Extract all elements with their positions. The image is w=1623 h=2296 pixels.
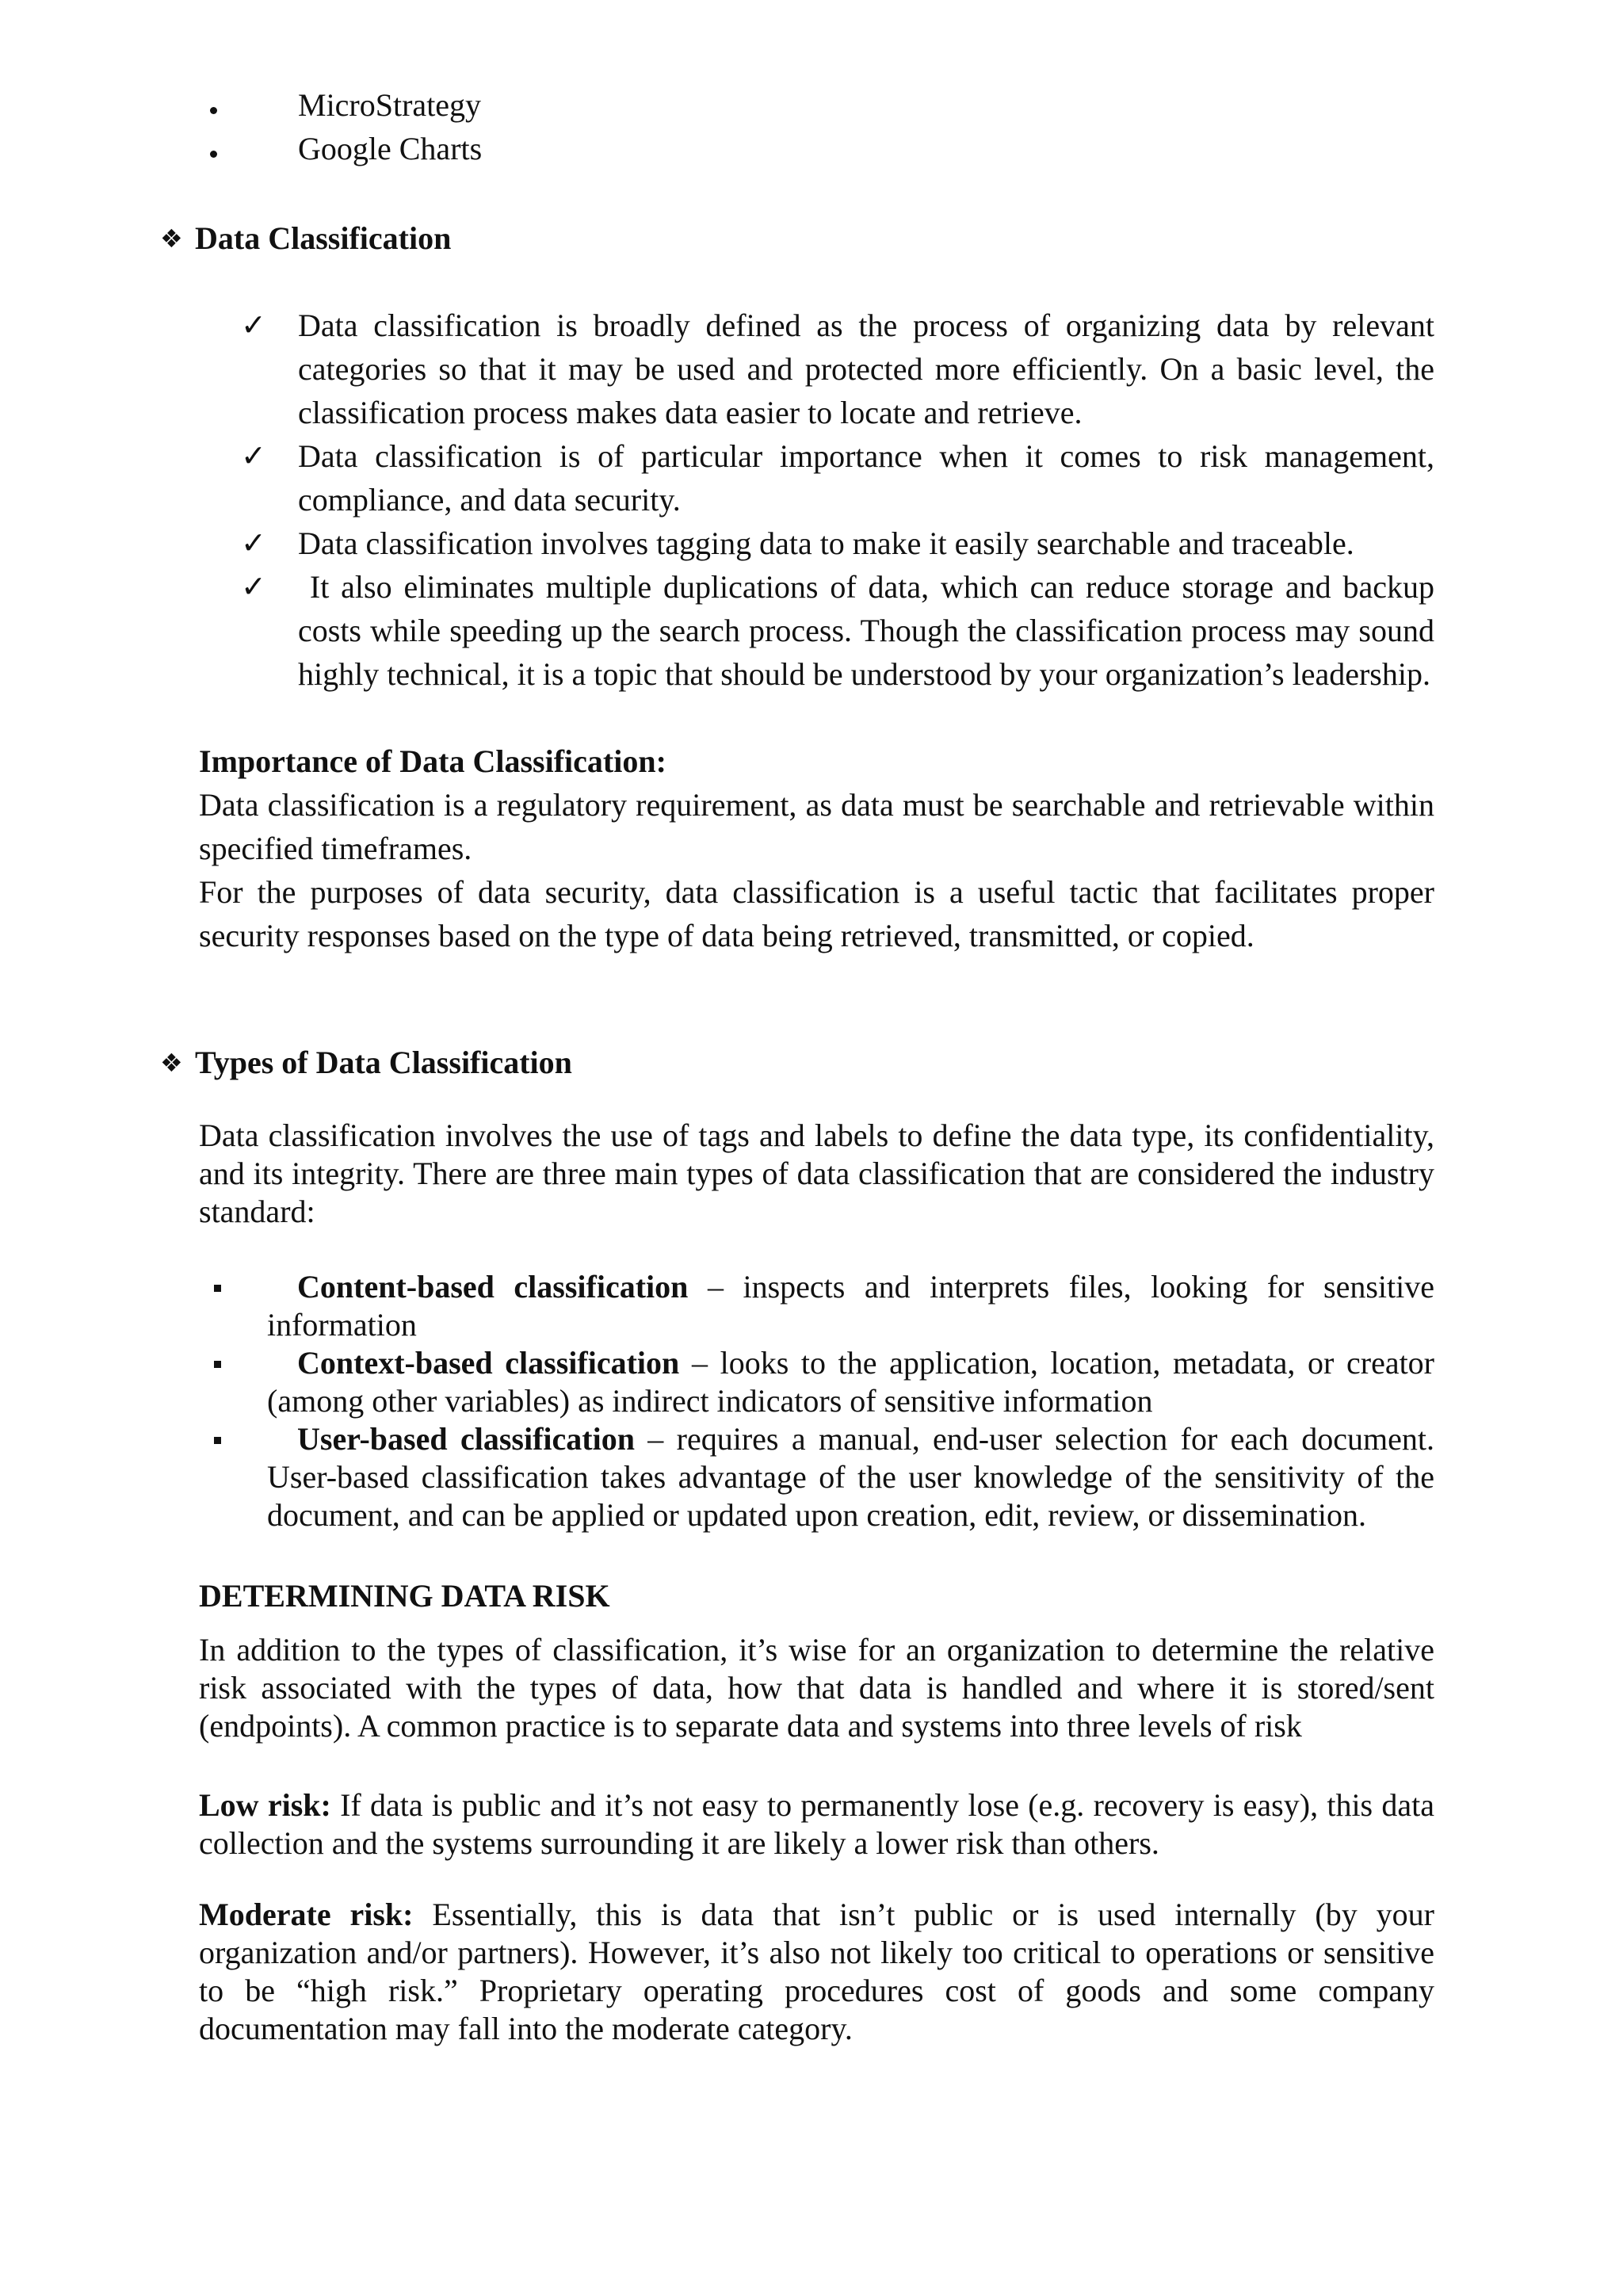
section-heading-data-classification: ❖ Data Classification xyxy=(160,216,451,261)
paragraph-low-risk: Low risk: If data is public and it’s not easy to permanently lose (e.g. recovery is easy), this data collection and the systems surrounding it are likely a lower risk than others. xyxy=(199,1787,1435,1861)
list-item: Context-based classification – looks to the application, location, metadata, or creator (among other variables) as indirect indicators of sensitive information xyxy=(267,1345,1435,1419)
square-bullet-icon xyxy=(214,1285,221,1292)
paragraph-moderate-risk: Moderate risk: Essentially, this is data that isn’t public or is used internally (by your organization and/or partners). However, it’s also not likely too critical to operations or sensitive to be “high risk.” Proprietary operating procedures cost of goods and some company documentation may fall into the moderate category. xyxy=(199,1897,1434,2046)
list-item: User-based classification – requires a manual, end-user selection for each document. User-based classification takes advantage of the user knowledge of the sensitivity of the document, and can be applied or updated upon creation, edit, review, or dissemination. xyxy=(267,1421,1434,1533)
bullet-dot-icon xyxy=(210,151,217,158)
checkmark-icon: ✓ xyxy=(241,438,266,473)
check-list-item: Data classification is broadly defined as the process of organizing data by relevant categories so that it may be used and protected more efficiently. On a basic level, the classification process makes data easier to locate and retrieve. xyxy=(298,308,1434,430)
paragraph: For the purposes of data security, data classification is a useful tactic that facilitates proper security responses based on the type of data being retrieved, transmitted, or copied. xyxy=(199,874,1434,953)
list-item: Google Charts xyxy=(298,131,483,166)
subheading-importance: Importance of Data Classification: xyxy=(199,743,666,779)
checkmark-icon: ✓ xyxy=(241,569,266,604)
list-item: Content-based classification – inspects and interprets files, looking for sensitive information xyxy=(267,1269,1435,1343)
diamond-icon: ❖ xyxy=(160,223,183,254)
paragraph: Data classification involves the use of tags and labels to define the data type, its confidentiality, and its integrity. There are three main types of data classification that are considered the industry standard: xyxy=(199,1117,1434,1229)
paragraph: In addition to the types of classification, it’s wise for an organization to determine the relative risk associated with the types of data, how that data is handled and where it is stored/sent (endpoints). A common practice is to separate data and systems into three levels of risk xyxy=(199,1632,1434,1744)
check-list-item: It also eliminates multiple duplications of data, which can reduce storage and backup costs while speeding up the search process. Though the classification process may sound highly technical, it is a topic that should be understood by your organization’s leadership. xyxy=(298,569,1442,692)
square-bullet-icon xyxy=(214,1437,221,1444)
list-item: MicroStrategy xyxy=(298,87,482,123)
check-list-item: Data classification involves tagging data to make it easily searchable and traceable. xyxy=(298,525,1354,561)
square-bullet-icon xyxy=(214,1361,221,1368)
section-heading-types: ❖ Types of Data Classification xyxy=(160,1041,572,1085)
subheading-determining-data-risk: DETERMINING DATA RISK xyxy=(199,1578,610,1614)
checkmark-icon: ✓ xyxy=(241,308,266,342)
checkmark-icon: ✓ xyxy=(241,525,266,560)
bullet-dot-icon xyxy=(210,107,217,114)
paragraph: Data classification is a regulatory requirement, as data must be searchable and retrievable within specified timeframes. xyxy=(199,787,1434,866)
diamond-icon: ❖ xyxy=(160,1048,183,1078)
check-list-item: Data classification is of particular importance when it comes to risk management, compliance, and data security. xyxy=(298,438,1434,518)
